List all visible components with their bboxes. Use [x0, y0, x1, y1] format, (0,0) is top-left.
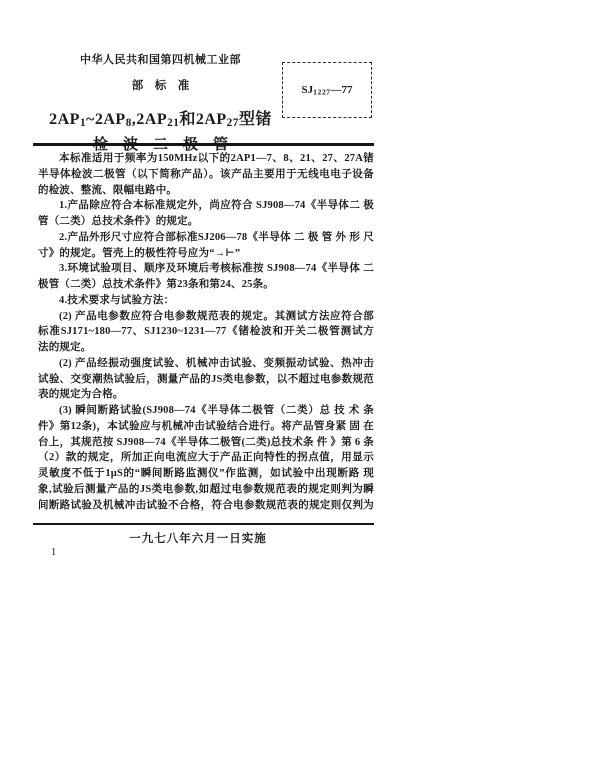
paragraph-line: 台上，其规范按 SJ908—74《半导体二极管(二类)总技术条 件 》第 6 条	[38, 436, 374, 448]
paragraph-line: (2) 产品电参数应符合电参数规范表的规定。其测试方法应符合部	[59, 310, 374, 322]
paragraph-line: (3) 瞬间断路试验(SJ908—74《半导体二极管（二类）总 技 术 条	[59, 405, 374, 416]
paragraph-line: 管（二类）总技术条件》的规定。	[38, 216, 199, 227]
document-title-line1	[38, 106, 283, 129]
paragraph	[38, 309, 374, 356]
paragraph-line: 标准SJ171~180—77、SJ1230~1231—77《锗检波和开关二极管测试方	[38, 326, 374, 338]
paragraph-line: 4.技术要求与试验方法：	[59, 294, 175, 306]
document-content	[38, 44, 374, 558]
paragraph-line: 寸》的规定。管壳上的极性符号应为“→⊢”	[38, 247, 241, 259]
paragraph-line: 2.产品外形尺寸应符合部标准SJ206—78《半导体 二 极 管 外 形 尺	[59, 231, 374, 243]
paragraph-line: 灵敏度不低于1μS的“瞬间断路监测仪”作监测，如试验中出现断路 现	[38, 468, 374, 479]
paragraph-line: （2）款的规定，所加正向电流应大于产品正向特性的拐点值，用显示	[38, 452, 374, 464]
paragraph-line: 3.环境试验项目、顺序及环境后考核标准按 SJ908—74《半导体 二	[59, 263, 374, 275]
paragraph	[38, 356, 374, 403]
footer-divider-rule	[33, 523, 374, 525]
paragraph-line: 的检波、整流、限幅电路中。	[38, 184, 178, 196]
text-run: ,2AP	[131, 111, 168, 128]
paragraph-line: 表的规定为合格。	[38, 389, 124, 401]
text-run: 2AP	[49, 111, 80, 128]
standard-type-label: 部 标 准	[131, 80, 190, 92]
paragraph	[38, 198, 374, 230]
paragraph-line: 法的规定。	[38, 342, 92, 353]
text-run: —77	[330, 83, 353, 96]
paragraph-line: (2) 产品经振动强度试验、机械冲击试验、变频振动试验、热冲击	[59, 357, 374, 369]
text-run: SJ	[301, 83, 314, 96]
subscript-number: 27	[226, 117, 239, 130]
implementation-date: 一九七八年六月一日实施	[129, 533, 267, 545]
document-body	[38, 151, 374, 513]
subscript-number: 8	[125, 117, 132, 130]
document-header	[38, 51, 283, 154]
paragraph-line: 试验、交变潮热试验后，测量产品的JS类电参数，以不超过电参数规范	[38, 373, 374, 385]
paragraph-line: 本标准适用于频率为150MHz以下的2AP1—7、8、21、27、27A锗	[59, 153, 374, 164]
header-divider-rule	[33, 143, 374, 146]
text-run: ~2AP	[86, 111, 126, 128]
page-number: 1	[51, 547, 57, 558]
paragraph	[38, 151, 374, 198]
paragraph-line: 1.产品除应符合本标准规定外，尚应符合 SJ908—74《半导体二 极	[59, 200, 374, 212]
paragraph	[38, 293, 374, 309]
paragraph-line: 象,试验后测量产品的JS类电参数,如超过电参数规范表的规定则判为瞬	[38, 483, 374, 495]
paragraph-line: 半导体检波二极管（以下简称产品）。该产品主要用于无线电电子设备	[38, 168, 374, 180]
paragraph	[38, 403, 374, 513]
subscript-number: 1227	[313, 87, 331, 97]
subscript-number: 21	[167, 117, 180, 130]
text-run: 型锗	[238, 111, 272, 128]
paragraph-line: 极管（二类）总技术条件》第23条和第24、25条。	[38, 279, 274, 290]
issuing-organization: 中华人民共和国第四机械工业部	[80, 54, 241, 66]
text-run: 和2AP	[179, 111, 227, 128]
paragraph	[38, 261, 374, 293]
paragraph	[38, 230, 374, 262]
paragraph-line: 间断路试验及机械冲击试验不合格，符合电参数规范表的规定则仅判为	[38, 499, 374, 511]
standard-number	[302, 84, 353, 96]
standard-number-box	[282, 62, 372, 118]
paragraph-line: 件》第12条)，本试验应与机械冲击试验结合进行。将产品管身紧 固 在	[38, 420, 374, 432]
subscript-number: 1	[79, 117, 87, 130]
